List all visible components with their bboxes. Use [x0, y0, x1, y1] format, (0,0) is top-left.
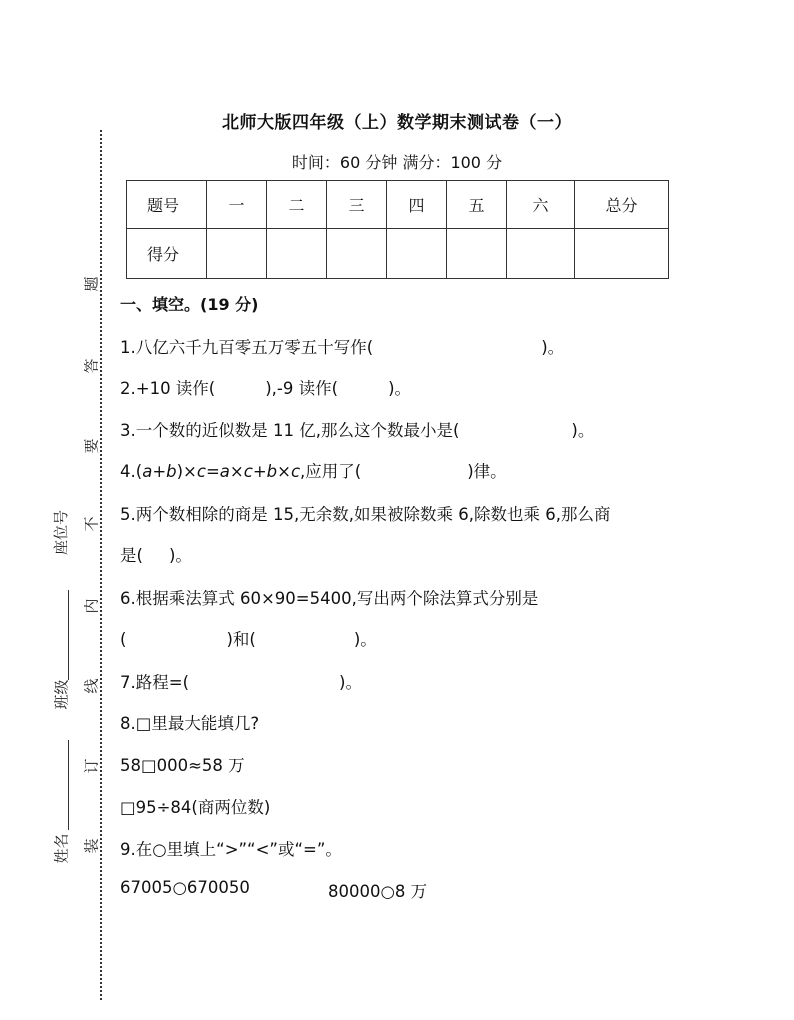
- question-8b: □95÷84(商两位数): [120, 798, 271, 817]
- section-heading: 一、填空。(19 分): [120, 295, 259, 314]
- question-8a: 58□000≈58 万: [120, 756, 245, 775]
- question-3: 3.一个数的近似数是 11 亿,那么这个数最小是( )。: [120, 421, 595, 440]
- margin-char: 线: [82, 678, 101, 694]
- header-cell: 总分: [575, 181, 669, 229]
- class-label: 班级: [52, 679, 71, 710]
- exam-title: 北师大版四年级（上）数学期末测试卷（一）: [222, 113, 572, 133]
- margin-char: 题: [82, 276, 101, 292]
- name-blank-line: [68, 740, 69, 830]
- margin-char: 装: [82, 838, 101, 854]
- seat-number-label: 座位号: [52, 509, 71, 556]
- margin-char: 要: [82, 438, 101, 454]
- score-cell: [207, 229, 267, 279]
- score-cell: [327, 229, 387, 279]
- question-1: 1.八亿六千九百零五万零五十写作( )。: [120, 338, 565, 357]
- margin-char: 答: [82, 358, 101, 374]
- margin-char: 订: [82, 758, 101, 774]
- question-5-line-1: 5.两个数相除的商是 15,无余数,如果被除数乘 6,除数也乘 6,那么商: [120, 505, 611, 524]
- score-table: [126, 180, 669, 279]
- score-cell: [387, 229, 447, 279]
- header-cell: 一: [207, 181, 267, 229]
- question-9b: 80000○8 万: [328, 882, 428, 901]
- score-table-score-row: [127, 229, 669, 279]
- header-cell: 六: [507, 181, 575, 229]
- score-table-header-row: [127, 181, 669, 229]
- name-label: 姓名: [52, 833, 71, 864]
- question-4: 4.(a+b)×c=a×c+b×c,应用了( )律。: [120, 462, 507, 481]
- question-7: 7.路程=( )。: [120, 673, 362, 692]
- header-cell: 四: [387, 181, 447, 229]
- question-6-line-1: 6.根据乘法算式 60×90=5400,写出两个除法算式分别是: [120, 589, 539, 608]
- question-6-line-2: ( )和( )。: [120, 630, 377, 649]
- margin-char: 不: [82, 516, 101, 532]
- margin-char: 内: [82, 598, 101, 614]
- class-blank-line: [68, 590, 69, 680]
- question-9: 9.在○里填上“>”“<”或“=”。: [120, 840, 342, 859]
- score-cell: [267, 229, 327, 279]
- score-row-label: 得分: [127, 229, 207, 279]
- header-cell: 五: [447, 181, 507, 229]
- question-5-line-2: 是( )。: [120, 546, 192, 565]
- binding-dotted-line: [100, 130, 102, 1000]
- question-8: 8.□里最大能填几?: [120, 714, 260, 733]
- exam-subtitle: 时间：60 分钟 满分：100 分: [291, 153, 503, 172]
- header-cell: 题号: [127, 181, 207, 229]
- question-2: 2.+10 读作( ),-9 读作( )。: [120, 379, 412, 398]
- header-cell: 三: [327, 181, 387, 229]
- score-cell: [575, 229, 669, 279]
- header-cell: 二: [267, 181, 327, 229]
- score-cell: [507, 229, 575, 279]
- question-9a: 67005○670050: [120, 878, 250, 897]
- score-cell: [447, 229, 507, 279]
